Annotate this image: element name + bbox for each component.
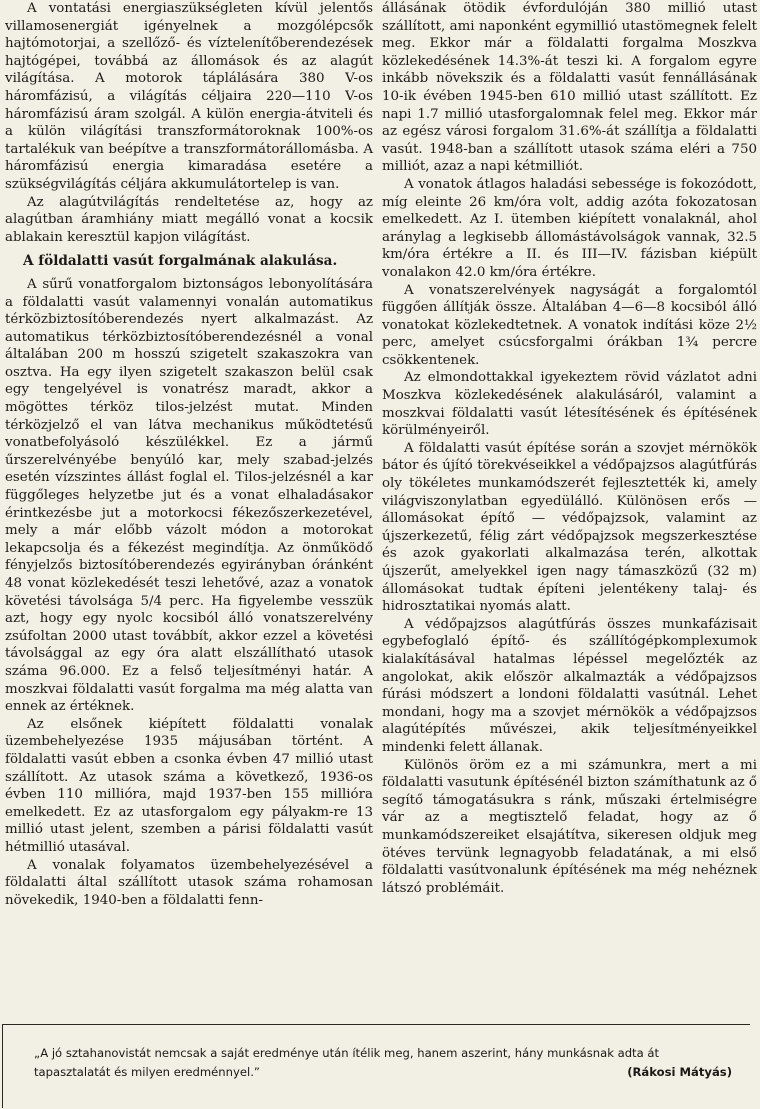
paragraph-passenger-growth: Az elsőnek kiépített földalatti vonalak üzembehelyezése 1935 májusában történt. A földalatti vasút ebben a csonka évben 47 millió utast szállított. Az utasok száma a következő, 1936-os évben 110 millióra, majd 1937-ben 155 millióra emelkedett. Ez az utasforgalom egy pályakm-re 13 millió utast jelent, szemben a párisi földalatti vasút hétmillió utasával. xyxy=(5,716,373,855)
left-column xyxy=(5,0,373,909)
paragraph-shield-tunnelling: A földalatti vasút építése során a szovjet mérnökök bátor és újító törekvéseikkel a védőpajzsos alagútfúrás oly tökéletes munkamódszerét fejlesztették ki, amely világviszonylatban egyedülálló. Különösen erős — állomásokat építő — védőpajzsok, valamint az újszerkezetű, félig zárt védőpajzsok megszerkesztése és azok gyakorlati alkalmazása terén, alkottak újszerűt, amelyekkel igen nagy támaszközű (32 m) állomásokat tudtak építeni jelentékeny talaj- és hidrosztatikai nyomás alatt. xyxy=(382,440,757,615)
paragraph-signalling: A sűrű vonatforgalom biztonságos lebonyolítására a földalatti vasút valamennyi vonalán automatikus térközbiztosítóberendezés nyert alkalmazást. Az automatikus térközbiztosítóberendezésnél a vonal általában 200 m hosszú szigetelt szakaszokra van osztva. Ha egy ilyen szigetelt szakaszon belül csak egy tengelyével is vonatrész maradt, akkor a mögöttes térköz tilos-jelzést mutat. Minden térközjelző el van látva mechanikus működtetésű vonatbefolyásoló készülékkel. Ez a jármű űrszerelvényébe benyúló kar, mely szabad-jelzés esetén vízszintes állást foglal el. Tilos-jelzésnél a kar függőleges helyzetbe jut és a vonat elhaladásakor érintkezésbe jut a motorkocsi fékezőszerkezetével, mely a már előbb vázolt módon a motorokat lekapcsolja és a fékezést megindítja. Az önműködő fényjelzős biztosítóberendezés egyirányban óránként 48 vonat közlekedését teszi lehetővé, azaz a vonatok követési távolsága 5/4 perc. Ha figyelembe vesszük azt, hogy egy nyolc kocsiból álló vonatszerelvény zsúfoltan 2000 utast továbbít, akkor ezzel a követési távolsággal az egy óra alatt elszállítható utasok száma 96.000. Ez a felső teljesítményi határ. A moszkvai földalatti vasút forgalma ma még alatta van ennek az értéknek. xyxy=(5,276,373,715)
footer-quote: „A jó sztahanovistát nemcsak a saját eredménye után ítélik meg, hanem aszerint, hány munkásnak adta át tapasztalatát és milyen eredménnyel.” xyxy=(34,1046,660,1079)
section-heading-traffic: A földalatti vasút forgalmának alakulása. xyxy=(23,253,338,270)
paragraph-tunnel-lighting: Az alagútvilágítás rendeltetése az, hogy az alagútban áramhiány miatt megálló vonat a kocsik ablakain keresztül kapjon világítást. xyxy=(5,194,373,245)
paragraph-continuous-operation: A vonalak folyamatos üzembehelyezésével a földalatti által szállított utasok száma rohamosan növekedik, 1940-ben a földalatti fenn- xyxy=(5,857,373,908)
paragraph-conclusion: Különös öröm ez a mi számunkra, mert a mi földalatti vasutunk építésénél bizton számíthatunk az ő segítő támogatásukra s ránk, műszaki értelmiségre vár az a megtisztelő feladat, hogy az ő munkamódszereiket elsajátítva, sikeresen oldjuk meg ötéves tervünk legnagyobb feladatának, a mi első földalatti vasútvonalunk építésének ma még nehéznek látszó problémáit. xyxy=(382,757,757,896)
paragraph-speed: A vonatok átlagos haladási sebessége is fokozódott, míg eleinte 26 km/óra volt, addig azóta fokozatosan emelkedett. Az I. ütemben kiépített vonalaknál, ahol aránylag a legkisebb állomástávolságok vannak, 32.5 km/óra értékre a II. és III—IV. fázisban kiépült vonalakon 42.0 km/óra értékre. xyxy=(382,176,757,280)
paragraph-energy: A vontatási energiaszükségleten kívül jelentős villamosenergiát igényelnek a mozgólépcsők hajtómotorjai, a szellőző- és víztelenítőberendezések hajtógépei, továbbá az állomások és az alagút világítása. A motorok táplálására 380 V-os háromfázisú, a világítás céljaira 220—110 V-os háromfázisú áram szolgál. A külön energia-átviteli és a külön világítási transzformátoroknak 100%-os tartalékuk van beépítve a transzformátorállomásba. A háromfázisú energia kimaradása esetére a szükségvilágítás céljára akkumulátortelep is van. xyxy=(5,1,373,192)
paragraph-summary: Az elmondottakkal igyekeztem rövid vázlatot adni Moszkva közlekedésének alakulásáról, valamint a moszkvai földalatti vasút létesítésének és építésének körülményeiről. xyxy=(382,370,757,439)
right-column xyxy=(382,0,757,897)
quote-author: (Rákosi Mátyás) xyxy=(627,1065,732,1079)
paragraph-anniversary: állásának ötödik évfordulóján 380 millió utast szállított, ami naponként egymillió utastömegnek felelt meg. Ekkor már a földalatti forgalma Moszkva közlekedésének 14.3%-át teszi ki. A forgalom egyre inkább növekszik és a földalatti vasút fennállásának 10-ik évében 1945-ben 610 millió utast szállított. Ez napi 1.7 millió utasforgalomnak felel meg. Ekkor már az egész városi forgalom 31.6%-át szállítja a földalatti vasút. 1948-ban a szállított utasok száma eléri a 750 milliót, azaz a napi kétmilliót. xyxy=(382,1,757,175)
paragraph-shield-complex: A védőpajzsos alagútfúrás összes munkafázisait egybefoglaló építő- és szállítógépkomplexumok kialakításával hatalmas lépéssel megelőzték az angolokat, akik először alkalmazták a védőpajzsos fúrási módszert a londoni földalatti vasútnál. Lehet mondani, hogy ma a szovjet mérnökök a védőpajzsos alagútépítés művészei, akik teljesítményeikkel mindenki felett állanak. xyxy=(382,616,757,755)
paragraph-train-sets: A vonatszerelvények nagyságát a forgalomtól függően állítják össze. Általában 4—6—8 kocsiból álló vonatokat közlekedtetnek. A vonatok indítási köze 2½ perc, amelyet csúcsforgalmi órákban 1¾ percre csökkentenek. xyxy=(382,282,757,368)
